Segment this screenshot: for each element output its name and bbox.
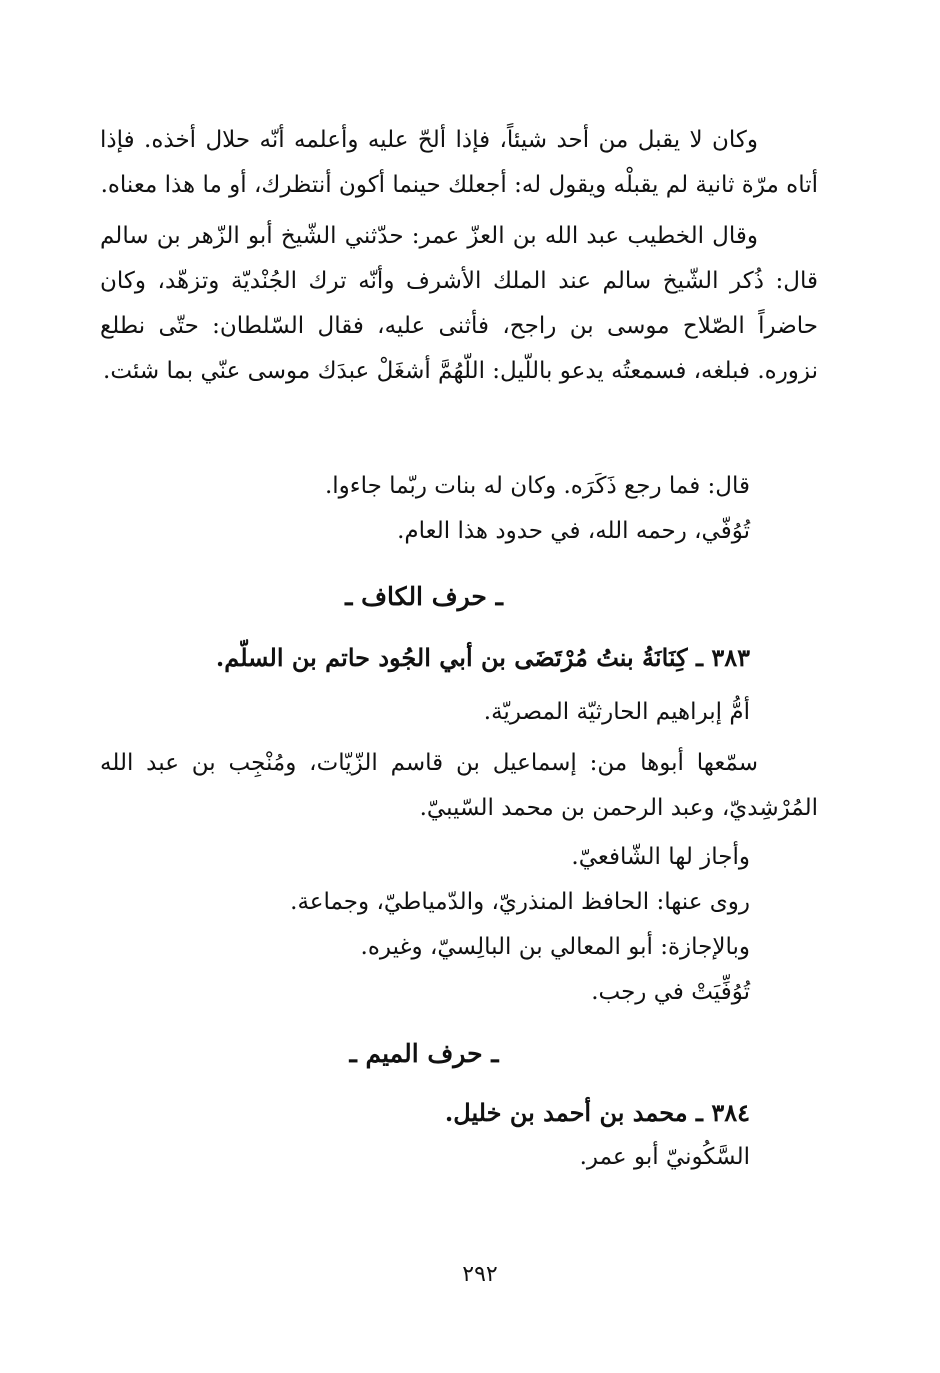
section-heading-kaf: ـ حرف الكاف ـ bbox=[345, 582, 503, 611]
paragraph-11: السَّكُونيّ أبو عمر. bbox=[579, 1144, 750, 1170]
main-text-lower bbox=[100, 464, 818, 1180]
paragraph-7: وأجاز لها الشّافعيّ. bbox=[571, 844, 750, 870]
paragraph-8: روى عنها: الحافظ المنذريّ، والدّمياطيّ، وجماعة. bbox=[290, 889, 750, 915]
paragraph-2: وقال الخطيب عبد الله بن العزّ عمر: حدّثني الشّيخ أبو الزّهر بن سالم قال: ذُكر الشّيخ سالم عند الملك الأشرف وأنّه ترك الجُنْديّة وتزهّد، وكان حاضراً الصّلاح موسى بن راجح، فأثنى عليه، فقال السّلطان: حتّى نطلع نزوره. فبلغه، فسمعتُه يدعو باللّيل: اللّهُمَّ أشغَلْ عبدَك موسى عنّي بما شئت. bbox=[100, 223, 818, 384]
paragraph-5: أمُّ إبراهيم الحارثيّة المصريّة. bbox=[483, 699, 750, 725]
paragraph-4: تُوُفّي، رحمه الله، في حدود هذا العام. bbox=[397, 518, 750, 544]
paragraph-6: سمّعها أبوها من: إسماعيل بن قاسم الزّيّات، ومُنْجِب بن عبد الله المُرْشِديّ، وعبد الرحمن بن محمد السّيبيّ. bbox=[100, 750, 818, 821]
entry-384-title: ٣٨٤ ـ محمد بن أحمد بن خليل. bbox=[444, 1098, 750, 1127]
paragraph-3: قال: فما رجع ذَكَرَه. وكان له بنات ربّما جاءوا. bbox=[324, 473, 750, 499]
paragraph-10: تُوُفِّيَتْ في رجب. bbox=[591, 979, 750, 1005]
paragraph-1: وكان لا يقبل من أحد شيئاً، فإذا ألحّ عليه وأعلمه أنّه حلال أخذه. فإذا أتاه مرّة ثانية لم يقبلْه ويقول له: أجعلك حينما أكون أنتظرك، أو ما هذا معناه. bbox=[100, 127, 818, 198]
paragraph-9: وبالإجازة: أبو المعالي بن البالِسيّ، وغيره. bbox=[360, 934, 750, 960]
page-number: ٢٩٢ bbox=[462, 1262, 498, 1287]
main-text bbox=[100, 118, 818, 394]
entry-383-title: ٣٨٣ ـ كِنَانَةُ بنتُ مُرْتَضَى بن أبي الجُود حاتم بن السلّم. bbox=[215, 643, 750, 672]
section-heading-mim: ـ حرف الميم ـ bbox=[349, 1039, 499, 1068]
